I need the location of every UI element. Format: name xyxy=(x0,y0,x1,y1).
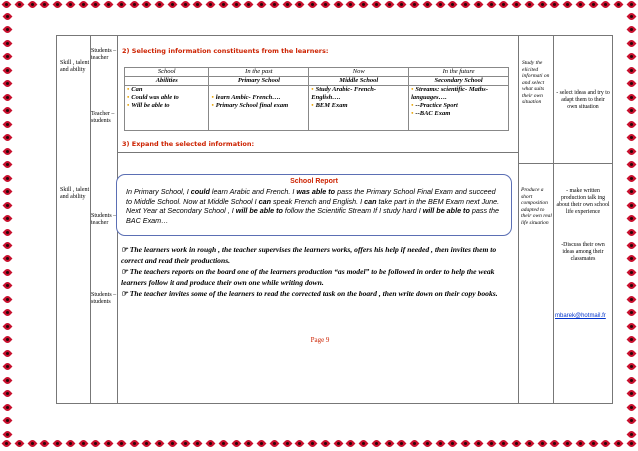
list-item: • Can xyxy=(127,86,143,93)
row-divider xyxy=(518,163,613,164)
border-ornament-icon xyxy=(3,295,12,304)
border-ornament-icon xyxy=(3,362,12,371)
border-ornament-icon xyxy=(627,120,636,129)
list-item: • learn Ambic- French…. xyxy=(211,94,281,101)
border-ornament-icon xyxy=(104,0,113,9)
border-ornament-icon xyxy=(627,12,636,21)
border-ornament-icon xyxy=(397,439,406,448)
table-subheader: Abilities xyxy=(125,77,209,86)
border-ornament-icon xyxy=(627,416,636,425)
border-ornament-icon xyxy=(627,228,636,237)
border-ornament-icon xyxy=(91,0,100,9)
border-ornament-icon xyxy=(3,120,12,129)
border-ornament-icon xyxy=(423,439,432,448)
report-text: In Primary School, I could learn Arabic and French. I was able to pass the Primary School Final Exam and succeed to Middle School. Now at Middle School I can speak French and English. I can take part in the BEM Exam next June. Next Year at Secondary School , I will be able to follow the Scientific Stream If I study hard I will be able to pass the BAC Exam… xyxy=(126,187,500,225)
border-ornament-icon xyxy=(283,0,292,9)
page-number: Page 9 xyxy=(310,336,330,344)
border-ornament-icon xyxy=(206,0,215,9)
border-ornament-icon xyxy=(117,0,126,9)
border-ornament-icon xyxy=(525,0,534,9)
hand-pointing-icon: ☞ xyxy=(121,245,130,254)
border-ornament-icon xyxy=(40,0,49,9)
border-ornament-icon xyxy=(346,0,355,9)
table-cell xyxy=(209,86,309,131)
border-ornament-icon xyxy=(15,0,24,9)
table-divider xyxy=(518,35,519,404)
page-border-left xyxy=(1,12,13,439)
page-border-bottom xyxy=(0,439,638,451)
skill-label: Skill , talent and ability xyxy=(60,60,90,73)
border-ornament-icon xyxy=(295,0,304,9)
border-ornament-icon xyxy=(3,52,12,61)
border-ornament-icon xyxy=(66,439,75,448)
border-ornament-icon xyxy=(436,439,445,448)
border-ornament-icon xyxy=(3,147,12,156)
page-border-right xyxy=(625,12,637,439)
procedure-step: ☞ The teachers reports on the board one of the learners production “as model” to be followed in order to help the weak learners follow it and produce their own one while writing down. xyxy=(121,267,495,287)
border-ornament-icon xyxy=(257,439,266,448)
border-ornament-icon xyxy=(423,0,432,9)
border-ornament-icon xyxy=(627,308,636,317)
border-ornament-icon xyxy=(3,241,12,250)
border-ornament-icon xyxy=(627,147,636,156)
border-ornament-icon xyxy=(346,439,355,448)
border-ornament-icon xyxy=(627,0,636,9)
border-ornament-icon xyxy=(627,254,636,263)
table-subheader: Middle School xyxy=(309,77,409,86)
border-ornament-icon xyxy=(53,439,62,448)
border-ornament-icon xyxy=(614,439,623,448)
border-ornament-icon xyxy=(181,0,190,9)
border-ornament-icon xyxy=(601,0,610,9)
bullet-icon: • xyxy=(411,86,414,93)
border-ornament-icon xyxy=(627,214,636,223)
border-ornament-icon xyxy=(104,439,113,448)
border-ornament-icon xyxy=(512,439,521,448)
border-ornament-icon xyxy=(142,0,151,9)
hand-pointing-icon: ☞ xyxy=(121,267,130,276)
border-ornament-icon xyxy=(206,439,215,448)
border-ornament-icon xyxy=(3,201,12,210)
border-ornament-icon xyxy=(334,439,343,448)
border-ornament-icon xyxy=(3,430,12,439)
border-ornament-icon xyxy=(3,416,12,425)
border-ornament-icon xyxy=(15,439,24,448)
border-ornament-icon xyxy=(3,376,12,385)
border-ornament-icon xyxy=(627,241,636,250)
aim-text: Produce a short composition adapted to their own real life situation xyxy=(521,187,552,226)
border-ornament-icon xyxy=(2,439,11,448)
bullet-icon: • xyxy=(127,94,130,101)
border-ornament-icon xyxy=(3,174,12,183)
procedure-step: ☞ The learners work in rough , the teacher supervises the learners works, offers his help if needed , then invites them to correct and read their productions. xyxy=(121,245,497,265)
table-header: School xyxy=(125,68,209,77)
border-ornament-icon xyxy=(538,439,547,448)
aim-text: Study the elicited informati on and select what suits their own situation xyxy=(522,60,550,105)
border-ornament-icon xyxy=(3,214,12,223)
bullet-icon: • xyxy=(127,86,130,93)
border-ornament-icon xyxy=(627,322,636,331)
table-header: In the future xyxy=(409,68,509,77)
table-cell xyxy=(409,86,509,131)
border-ornament-icon xyxy=(3,268,12,277)
border-ornament-icon xyxy=(576,439,585,448)
border-ornament-icon xyxy=(627,295,636,304)
border-ornament-icon xyxy=(79,0,88,9)
border-ornament-icon xyxy=(627,187,636,196)
border-ornament-icon xyxy=(3,187,12,196)
border-ornament-icon xyxy=(474,0,483,9)
section-heading: 3) Expand the selected information: xyxy=(122,140,255,148)
border-ornament-icon xyxy=(91,439,100,448)
border-ornament-icon xyxy=(448,0,457,9)
border-ornament-icon xyxy=(130,439,139,448)
border-ornament-icon xyxy=(525,439,534,448)
procedure-step: ☞ The teacher invites some of the learners to read the corrected task on the board , then write down on their copy books. xyxy=(121,289,498,298)
border-ornament-icon xyxy=(117,439,126,448)
border-ornament-icon xyxy=(193,0,202,9)
bullet-icon: • xyxy=(211,94,214,101)
border-ornament-icon xyxy=(627,281,636,290)
border-ornament-icon xyxy=(627,439,636,448)
table-cell xyxy=(125,86,209,131)
border-ornament-icon xyxy=(589,0,598,9)
border-ornament-icon xyxy=(3,160,12,169)
border-ornament-icon xyxy=(244,0,253,9)
learner-task-note: -Discuss their own ideas among their classmates xyxy=(561,242,605,262)
interaction-label: Teacher – students xyxy=(91,111,115,124)
border-ornament-icon xyxy=(359,439,368,448)
border-ornament-icon xyxy=(576,0,585,9)
border-ornament-icon xyxy=(3,79,12,88)
border-ornament-icon xyxy=(627,362,636,371)
border-ornament-icon xyxy=(627,430,636,439)
border-ornament-icon xyxy=(601,439,610,448)
page-border-top xyxy=(0,0,638,12)
border-ornament-icon xyxy=(372,439,381,448)
border-ornament-icon xyxy=(627,349,636,358)
border-ornament-icon xyxy=(461,439,470,448)
border-ornament-icon xyxy=(627,79,636,88)
border-ornament-icon xyxy=(461,0,470,9)
hand-pointing-icon: ☞ xyxy=(121,289,130,298)
bullet-icon: • xyxy=(211,102,214,109)
border-ornament-icon xyxy=(308,439,317,448)
border-ornament-icon xyxy=(283,439,292,448)
border-ornament-icon xyxy=(372,0,381,9)
border-ornament-icon xyxy=(257,0,266,9)
border-ornament-icon xyxy=(28,439,37,448)
border-ornament-icon xyxy=(627,376,636,385)
border-ornament-icon xyxy=(499,0,508,9)
table-header: Now xyxy=(309,68,409,77)
border-ornament-icon xyxy=(155,439,164,448)
list-item: • Could was able to xyxy=(127,94,179,101)
skill-label: Skill , talent and ability xyxy=(60,187,90,200)
border-ornament-icon xyxy=(3,254,12,263)
table-subheader: Secondary School xyxy=(409,77,509,86)
border-ornament-icon xyxy=(410,439,419,448)
border-ornament-icon xyxy=(244,439,253,448)
border-ornament-icon xyxy=(436,0,445,9)
border-ornament-icon xyxy=(627,403,636,412)
border-ornament-icon xyxy=(499,439,508,448)
border-ornament-icon xyxy=(627,268,636,277)
border-ornament-icon xyxy=(627,160,636,169)
school-report-box xyxy=(116,174,512,236)
border-ornament-icon xyxy=(627,106,636,115)
border-ornament-icon xyxy=(308,0,317,9)
border-ornament-icon xyxy=(589,439,598,448)
border-ornament-icon xyxy=(3,403,12,412)
border-ornament-icon xyxy=(193,439,202,448)
report-title: School Report xyxy=(290,178,338,185)
border-ornament-icon xyxy=(232,439,241,448)
table-divider xyxy=(553,35,554,404)
list-item: • Primary School final exam xyxy=(211,102,289,109)
border-ornament-icon xyxy=(181,439,190,448)
section-heading: 2) Selecting information constituents from the learners: xyxy=(122,47,329,55)
border-ornament-icon xyxy=(3,228,12,237)
bullet-icon: • xyxy=(311,102,314,109)
border-ornament-icon xyxy=(614,0,623,9)
bullet-icon: • xyxy=(311,86,314,93)
border-ornament-icon xyxy=(448,439,457,448)
border-ornament-icon xyxy=(512,0,521,9)
border-ornament-icon xyxy=(53,0,62,9)
border-ornament-icon xyxy=(3,39,12,48)
border-ornament-icon xyxy=(563,439,572,448)
border-ornament-icon xyxy=(142,439,151,448)
list-item: • Study Arabic- French- English…. xyxy=(311,86,377,101)
learner-info-table xyxy=(124,67,509,131)
interaction-label: Students – teacher xyxy=(91,213,117,226)
border-ornament-icon xyxy=(627,389,636,398)
table-subheader: Primary School xyxy=(209,77,309,86)
border-ornament-icon xyxy=(219,439,228,448)
border-ornament-icon xyxy=(3,12,12,21)
border-ornament-icon xyxy=(232,0,241,9)
learner-task-note: - make written production talk ing about their own school life experience xyxy=(556,188,610,215)
border-ornament-icon xyxy=(627,93,636,102)
list-item: • Will be able to xyxy=(127,102,170,109)
border-ornament-icon xyxy=(397,0,406,9)
interaction-label: Students – teacher xyxy=(91,48,117,61)
border-ornament-icon xyxy=(538,0,547,9)
list-item: • --Practice Sport xyxy=(411,102,458,109)
border-ornament-icon xyxy=(563,0,572,9)
list-item: • --BAC Exam xyxy=(411,110,451,117)
border-ornament-icon xyxy=(550,0,559,9)
border-ornament-icon xyxy=(130,0,139,9)
border-ornament-icon xyxy=(3,66,12,75)
border-ornament-icon xyxy=(627,66,636,75)
border-ornament-icon xyxy=(219,0,228,9)
border-ornament-icon xyxy=(3,349,12,358)
border-ornament-icon xyxy=(627,25,636,34)
border-ornament-icon xyxy=(3,281,12,290)
border-ornament-icon xyxy=(3,25,12,34)
list-item: • Streams: scientific- Maths-languages…. xyxy=(411,86,488,101)
list-item: • BEM Exam xyxy=(311,102,348,109)
interaction-label: Students – students xyxy=(91,292,117,305)
table-header: In the past xyxy=(209,68,309,77)
table-cell xyxy=(309,86,409,131)
border-ornament-icon xyxy=(3,106,12,115)
border-ornament-icon xyxy=(3,93,12,102)
border-ornament-icon xyxy=(385,439,394,448)
border-ornament-icon xyxy=(3,335,12,344)
learner-task-note: - select ideas and try to adapt them to their own situation xyxy=(556,90,610,110)
border-ornament-icon xyxy=(487,439,496,448)
row-divider xyxy=(117,152,518,153)
border-ornament-icon xyxy=(385,0,394,9)
border-ornament-icon xyxy=(627,201,636,210)
border-ornament-icon xyxy=(155,0,164,9)
border-ornament-icon xyxy=(474,439,483,448)
border-ornament-icon xyxy=(2,0,11,9)
border-ornament-icon xyxy=(168,439,177,448)
border-ornament-icon xyxy=(270,0,279,9)
border-ornament-icon xyxy=(321,439,330,448)
border-ornament-icon xyxy=(270,439,279,448)
border-ornament-icon xyxy=(627,52,636,61)
border-ornament-icon xyxy=(550,439,559,448)
border-ornament-icon xyxy=(627,335,636,344)
border-ornament-icon xyxy=(40,439,49,448)
border-ornament-icon xyxy=(3,308,12,317)
border-ornament-icon xyxy=(3,389,12,398)
procedure-steps xyxy=(121,244,511,299)
bullet-icon: • xyxy=(411,110,414,117)
border-ornament-icon xyxy=(79,439,88,448)
border-ornament-icon xyxy=(627,174,636,183)
border-ornament-icon xyxy=(627,133,636,142)
border-ornament-icon xyxy=(410,0,419,9)
bullet-icon: • xyxy=(127,102,130,109)
bullet-icon: • xyxy=(411,102,414,109)
border-ornament-icon xyxy=(334,0,343,9)
border-ornament-icon xyxy=(487,0,496,9)
border-ornament-icon xyxy=(627,39,636,48)
border-ornament-icon xyxy=(295,439,304,448)
border-ornament-icon xyxy=(359,0,368,9)
border-ornament-icon xyxy=(3,133,12,142)
border-ornament-icon xyxy=(3,322,12,331)
border-ornament-icon xyxy=(28,0,37,9)
border-ornament-icon xyxy=(168,0,177,9)
border-ornament-icon xyxy=(321,0,330,9)
email-link[interactable]: mbarek@hotmail.fr xyxy=(555,313,606,319)
border-ornament-icon xyxy=(66,0,75,9)
